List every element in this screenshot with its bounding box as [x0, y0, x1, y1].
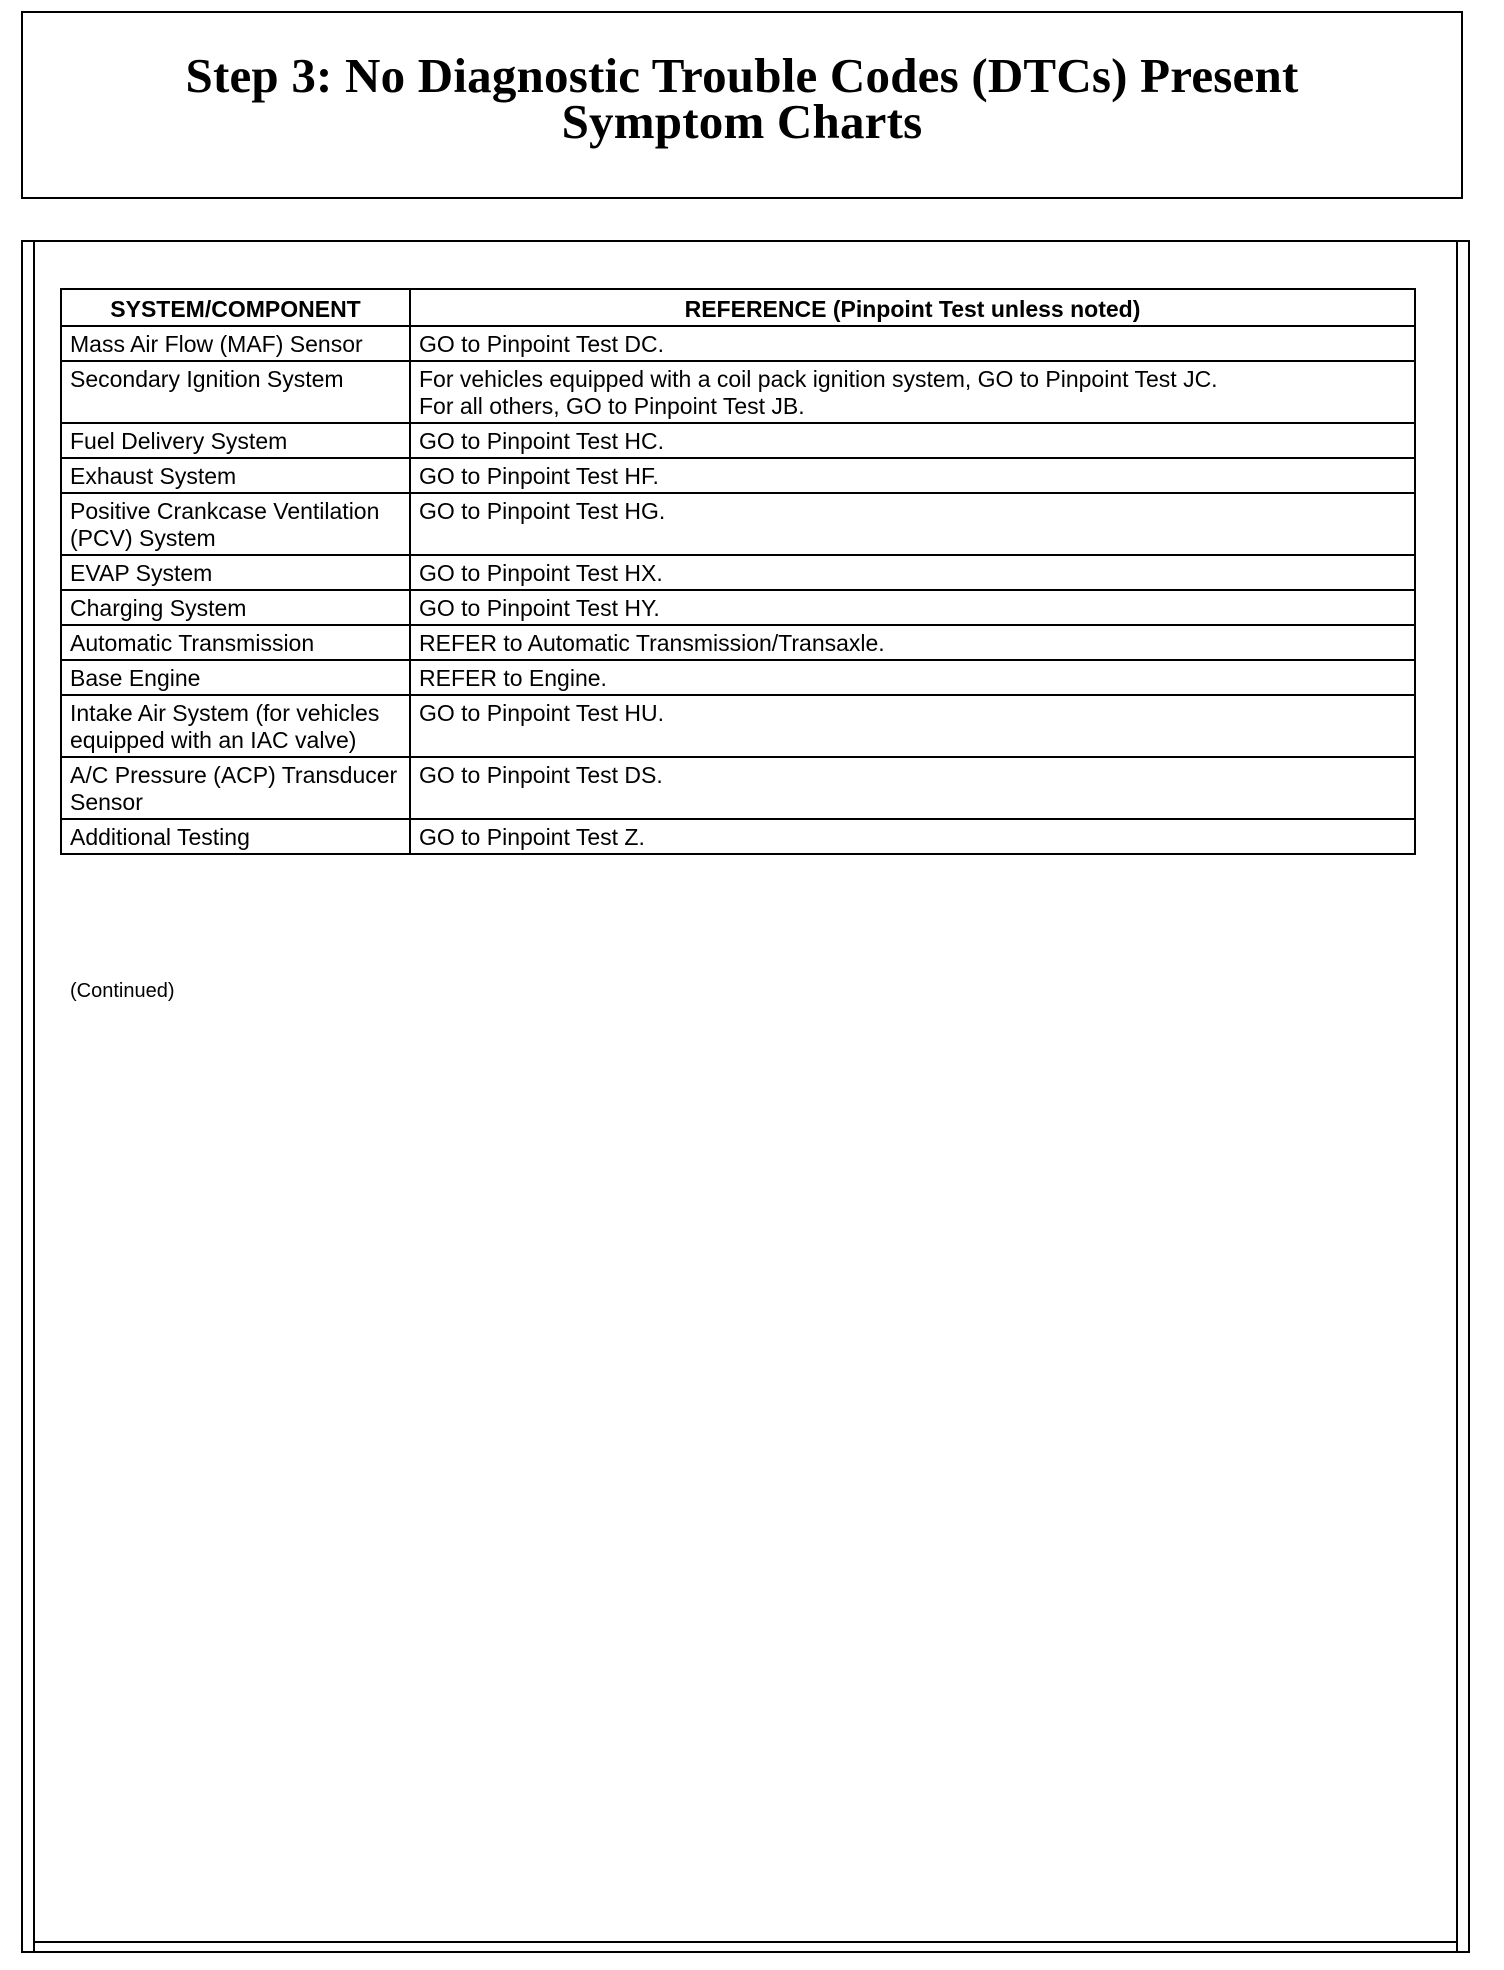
component-cell: Exhaust System	[61, 458, 410, 493]
table-header-row	[61, 289, 1415, 326]
reference-text: GO to Pinpoint Test DC.	[419, 331, 665, 357]
reference-cell	[410, 555, 1415, 590]
reference-text: GO to Pinpoint Test Z.	[419, 824, 645, 850]
table-row	[61, 660, 1415, 695]
continued-note: (Continued)	[70, 980, 175, 1002]
reference-cell	[410, 819, 1415, 854]
table-body	[61, 326, 1415, 854]
component-cell: Mass Air Flow (MAF) Sensor	[61, 326, 410, 361]
table-row	[61, 458, 1415, 493]
component-cell: EVAP System	[61, 555, 410, 590]
reference-text: GO to Pinpoint Test HX.	[419, 560, 663, 586]
component-cell: Secondary Ignition System	[61, 361, 410, 423]
page-subtitle: Symptom Charts	[561, 94, 923, 149]
table-row	[61, 493, 1415, 555]
table-row	[61, 423, 1415, 458]
frame-inner-bottom-rule	[33, 1941, 1458, 1943]
symptom-chart-table	[60, 288, 1416, 855]
table-row	[61, 757, 1415, 819]
reference-text: GO to Pinpoint Test HY.	[419, 595, 660, 621]
component-cell: Base Engine	[61, 660, 410, 695]
reference-text: GO to Pinpoint Test HF.	[419, 463, 659, 489]
component-cell: Positive Crankcase Ventilation (PCV) System	[61, 493, 410, 555]
reference-text: GO to Pinpoint Test HU.	[419, 700, 665, 726]
component-cell: Automatic Transmission	[61, 625, 410, 660]
reference-cell	[410, 625, 1415, 660]
component-cell: Intake Air System (for vehicles equipped with an IAC valve)	[61, 695, 410, 757]
reference-text: For all others, GO to Pinpoint Test JB.	[419, 393, 805, 419]
table-row	[61, 590, 1415, 625]
reference-text: REFER to Automatic Transmission/Transaxle.	[419, 630, 885, 656]
component-cell: Additional Testing	[61, 819, 410, 854]
frame-inner-left-rule	[33, 242, 35, 1951]
title-box	[21, 11, 1463, 199]
column-header-system-component: SYSTEM/COMPONENT	[61, 289, 410, 326]
component-cell: Charging System	[61, 590, 410, 625]
table-row	[61, 326, 1415, 361]
table-row	[61, 695, 1415, 757]
reference-cell	[410, 590, 1415, 625]
table-row	[61, 361, 1415, 423]
table-row	[61, 819, 1415, 854]
reference-text: GO to Pinpoint Test HC.	[419, 428, 665, 454]
reference-cell	[410, 458, 1415, 493]
page-title: Step 3: No Diagnostic Trouble Codes (DTCs) Present	[185, 48, 1299, 103]
column-header-reference: REFERENCE (Pinpoint Test unless noted)	[410, 289, 1415, 326]
table-row	[61, 555, 1415, 590]
reference-cell	[410, 326, 1415, 361]
table-row	[61, 625, 1415, 660]
component-cell: Fuel Delivery System	[61, 423, 410, 458]
frame-inner-right-rule	[1456, 242, 1458, 1951]
reference-cell	[410, 493, 1415, 555]
reference-text: GO to Pinpoint Test DS.	[419, 762, 663, 788]
reference-cell	[410, 695, 1415, 757]
component-cell: A/C Pressure (ACP) Transducer Sensor	[61, 757, 410, 819]
content-frame	[21, 240, 1470, 1953]
reference-cell	[410, 423, 1415, 458]
reference-cell	[410, 660, 1415, 695]
reference-cell	[410, 757, 1415, 819]
reference-text: GO to Pinpoint Test HG.	[419, 498, 666, 524]
reference-text: For vehicles equipped with a coil pack ignition system, GO to Pinpoint Test JC.	[419, 366, 1218, 392]
reference-text: REFER to Engine.	[419, 665, 607, 691]
reference-cell	[410, 361, 1415, 423]
